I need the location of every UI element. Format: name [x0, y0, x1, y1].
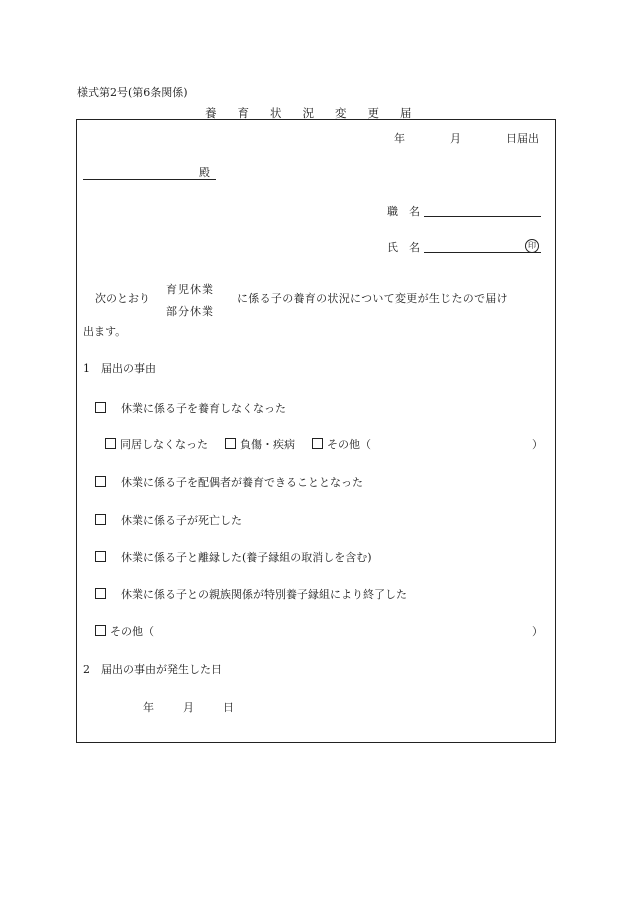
position-label: 職 名 — [387, 205, 420, 218]
sub-reason-checkbox[interactable] — [105, 438, 116, 449]
date-month-label: 月 — [450, 132, 461, 145]
reason-checkbox[interactable] — [95, 625, 106, 636]
reason-item-dissolved-adoption[interactable] — [95, 549, 372, 565]
submission-date — [394, 130, 539, 146]
reason-label: 休業に係る子を配偶者が養育できることとなった — [121, 476, 363, 489]
occurrence-day-label: 日 — [223, 701, 234, 714]
intro-prefix: 次のとおり — [95, 292, 150, 305]
addressee-field[interactable] — [83, 179, 216, 180]
date-day-submitted-label: 日届出 — [506, 132, 539, 145]
occurrence-year-label: 年 — [143, 701, 154, 714]
reason-checkbox[interactable] — [95, 476, 106, 487]
section2-heading: 2 届出の事由が発生した日 — [83, 663, 222, 676]
reason-label: 休業に係る子と離縁した(養子縁組の取消しを含む) — [121, 551, 372, 564]
title-char: 変 — [335, 106, 347, 120]
sub-reason-checkbox[interactable] — [225, 438, 236, 449]
addressee-suffix: 殿 — [199, 166, 210, 179]
reason-other-close: ） — [532, 625, 543, 638]
position-field[interactable] — [424, 216, 541, 217]
form-frame — [76, 119, 556, 743]
sub-reason-other[interactable]: その他（ — [312, 438, 371, 451]
section1-heading: 1 届出の事由 — [83, 362, 156, 375]
reason-checkbox[interactable] — [95, 402, 106, 413]
reason-item-not-raising[interactable] — [95, 400, 286, 416]
name-field[interactable] — [424, 252, 541, 253]
seal-mark: 印 — [525, 239, 539, 253]
name-label: 氏 名 — [387, 241, 420, 254]
date-year-label: 年 — [394, 132, 405, 145]
form-number-label: 様式第2号(第6条関係) — [77, 86, 188, 99]
intro-text-line2: 出ます。 — [83, 325, 127, 338]
sub-reason-row — [105, 436, 371, 452]
leave-type-list — [166, 279, 214, 323]
title-char: 更 — [367, 106, 379, 120]
title-char: 況 — [302, 106, 314, 120]
reason-checkbox[interactable] — [95, 588, 106, 599]
reason-item-other[interactable] — [95, 623, 154, 639]
reason-other-label: その他（ — [110, 625, 154, 638]
reason-checkbox[interactable] — [95, 514, 106, 525]
title-char: 養 — [205, 106, 217, 120]
reason-label: 休業に係る子との親族関係が特別養子縁組により終了した — [121, 588, 407, 601]
sub-reason-other-close: ） — [532, 438, 543, 451]
reason-item-child-died[interactable] — [95, 512, 242, 528]
title-char: 状 — [270, 106, 282, 120]
reason-label: 休業に係る子を養育しなくなった — [121, 402, 286, 415]
reason-label: 休業に係る子が死亡した — [121, 514, 242, 527]
occurrence-month-label: 月 — [183, 701, 194, 714]
sub-reason-not-cohabiting[interactable]: 同居しなくなった — [105, 438, 208, 451]
reason-checkbox[interactable] — [95, 551, 106, 562]
title-char: 育 — [237, 106, 249, 120]
sub-reason-injury-illness[interactable]: 負傷・疾病 — [225, 438, 295, 451]
leave-type-partial: 部分休業 — [166, 305, 214, 318]
intro-text-line1: に係る子の養育の状況について変更が生じたので届け — [237, 292, 508, 305]
reason-item-spouse-can-raise[interactable] — [95, 474, 363, 490]
reason-item-special-adoption[interactable] — [95, 586, 407, 602]
occurrence-date[interactable] — [143, 699, 234, 715]
title-char: 届 — [400, 106, 412, 120]
leave-type-childcare: 育児休業 — [166, 283, 214, 296]
sub-reason-checkbox[interactable] — [312, 438, 323, 449]
